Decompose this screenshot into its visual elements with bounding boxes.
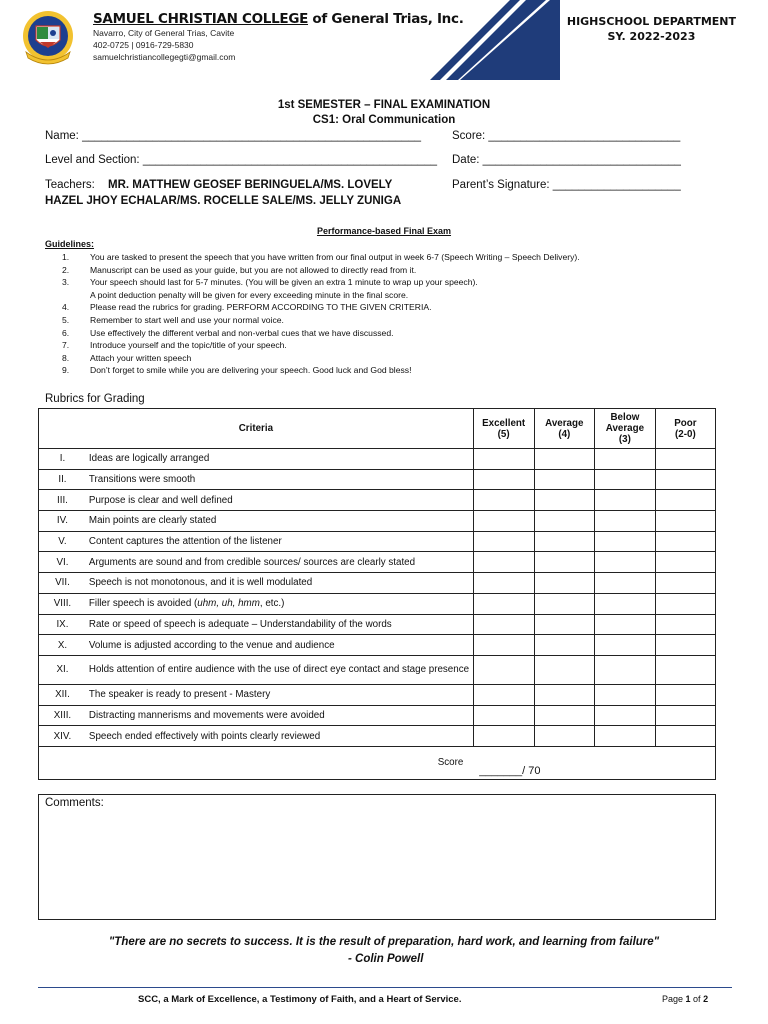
rating-cell-poor[interactable]	[655, 469, 715, 490]
criterion-number: VII.	[39, 573, 86, 594]
rating-cell-excellent[interactable]	[473, 511, 534, 532]
rubric-row	[39, 531, 716, 552]
guideline-number	[62, 290, 90, 300]
rating-cell-average[interactable]	[534, 469, 595, 490]
rubric-row	[39, 469, 716, 490]
rating-cell-below-average[interactable]	[595, 531, 656, 552]
rating-cell-average[interactable]	[534, 511, 595, 532]
rating-cell-below-average[interactable]	[595, 490, 656, 511]
criterion-text: Rate or speed of speech is adequate – Understandability of the words	[86, 614, 473, 635]
rating-cell-excellent[interactable]	[473, 614, 534, 635]
rating-cell-excellent[interactable]	[473, 635, 534, 656]
rubrics-title: Rubrics for Grading	[45, 393, 145, 405]
level-section-field[interactable]: Level and Section: ______________________________________________	[45, 154, 438, 166]
criteria-header: Criteria	[39, 409, 474, 449]
rating-cell-average[interactable]	[534, 635, 595, 656]
rating-cell-average[interactable]	[534, 593, 595, 614]
school-name	[93, 11, 464, 27]
guideline-text: Remember to start well and use your normal voice.	[90, 315, 284, 325]
criterion-text: Purpose is clear and well defined	[86, 490, 473, 511]
criterion-number: VIII.	[39, 593, 86, 614]
guideline-item	[62, 277, 478, 287]
guideline-item	[62, 365, 411, 375]
parent-signature-field[interactable]: Parent’s Signature: ____________________	[452, 179, 681, 191]
guideline-text: Manuscript can be used as your guide, but you are not allowed to directly read from it.	[90, 264, 417, 275]
rating-cell-excellent[interactable]	[473, 552, 534, 573]
teachers-label: Teachers:	[45, 179, 95, 191]
rubric-body	[39, 449, 716, 747]
rating-cell-poor[interactable]	[655, 573, 715, 594]
rating-cell-average[interactable]	[534, 552, 595, 573]
guideline-text: Your speech should last for 5-7 minutes. (You will be given an extra 1 minute to wrap up your speech).	[90, 277, 478, 288]
rating-cell-poor[interactable]	[655, 593, 715, 614]
school-seal-logo	[22, 8, 74, 68]
criterion-number: III.	[39, 490, 86, 511]
quote: "There are no secrets to success. It is the result of preparation, hard work, and learning from failure"	[108, 936, 660, 948]
rubric-row	[39, 552, 716, 573]
exam-title: 1st SEMESTER – FINAL EXAMINATION	[277, 99, 491, 111]
criterion-text: Distracting mannerisms and movements were avoided	[86, 705, 473, 726]
exam-subject: CS1: Oral Communication	[312, 114, 456, 126]
criterion-text: Arguments are sound and from credible sources/ sources are clearly stated	[86, 552, 473, 573]
letterhead	[0, 0, 768, 88]
rubric-row	[39, 490, 716, 511]
guideline-number: 1.	[62, 252, 70, 262]
rating-cell-average[interactable]	[534, 449, 595, 470]
guideline-number: 8.	[62, 352, 70, 363]
rating-cell-below-average[interactable]	[595, 552, 656, 573]
rating-cell-poor[interactable]	[655, 490, 715, 511]
comments-label: Comments:	[45, 797, 104, 809]
performance-exam-title: Performance-based Final Exam	[316, 226, 452, 236]
footer-motto: SCC, a Mark of Excellence, a Testimony of Faith, and a Heart of Service.	[138, 994, 462, 1005]
guideline-number: 9.	[62, 365, 70, 376]
criterion-number: XIII.	[39, 705, 86, 726]
department-name: HIGHSCHOOL DEPARTMENT	[566, 15, 736, 28]
score-label: Score	[39, 746, 474, 779]
rating-cell-poor[interactable]	[655, 449, 715, 470]
criterion-text: Holds attention of entire audience with the use of direct eye contact and stage presence	[86, 655, 473, 684]
guideline-number: 2.	[62, 264, 70, 275]
criterion-number: I.	[39, 449, 86, 470]
guideline-item	[62, 302, 431, 312]
rating-cell-poor[interactable]	[655, 511, 715, 532]
rating-cell-poor[interactable]	[655, 614, 715, 635]
rubric-row	[39, 614, 716, 635]
rating-cell-poor[interactable]	[655, 726, 715, 747]
rubric-header-row	[39, 409, 716, 449]
score-row	[39, 746, 716, 779]
teachers-names-line1: MR. MATTHEW GEOSEF BERINGUELA/MS. LOVELY	[108, 179, 393, 191]
criterion-text: Ideas are logically arranged	[86, 449, 473, 470]
rating-cell-poor[interactable]	[655, 552, 715, 573]
criterion-number: V.	[39, 531, 86, 552]
criterion-number: XI.	[39, 655, 86, 684]
criterion-number: II.	[39, 469, 86, 490]
poor-header: Poor (2-0)	[655, 409, 715, 449]
rating-cell-average[interactable]	[534, 684, 595, 705]
guideline-text: You are tasked to present the speech that you have written from our final output in week 6-7 (Speech Writing – Speech Delivery).	[90, 252, 580, 262]
guideline-item	[62, 340, 287, 350]
rating-cell-below-average[interactable]	[595, 593, 656, 614]
rating-cell-excellent[interactable]	[473, 469, 534, 490]
excellent-header: Excellent (5)	[473, 409, 534, 449]
criterion-text: Speech is not monotonous, and it is well modulated	[86, 573, 473, 594]
rating-cell-poor[interactable]	[655, 655, 715, 684]
guideline-text: Don’t forget to smile while you are delivering your speech. Good luck and God bless!	[90, 365, 412, 376]
criterion-text: Content captures the attention of the listener	[86, 531, 473, 552]
guideline-item	[62, 328, 394, 338]
rating-cell-excellent[interactable]	[473, 655, 534, 684]
criterion-number: VI.	[39, 552, 86, 573]
below-average-header: Below Average (3)	[595, 409, 656, 449]
rating-cell-poor[interactable]	[655, 635, 715, 656]
guideline-text: Attach your written speech	[90, 352, 192, 363]
rubric-row	[39, 635, 716, 656]
rating-cell-excellent[interactable]	[473, 726, 534, 747]
criterion-text: The speaker is ready to present - Mastery	[86, 684, 473, 705]
rating-cell-below-average[interactable]	[595, 705, 656, 726]
criterion-number: IV.	[39, 511, 86, 532]
rubric-row	[39, 705, 716, 726]
quote-author: - Colin Powell	[348, 953, 424, 965]
rating-cell-average[interactable]	[534, 705, 595, 726]
rubric-row	[39, 726, 716, 747]
rating-cell-below-average[interactable]	[595, 684, 656, 705]
rating-cell-below-average[interactable]	[595, 449, 656, 470]
rubric-row	[39, 655, 716, 684]
score-field[interactable]: Score: ______________________________	[452, 130, 681, 142]
average-header: Average (4)	[534, 409, 595, 449]
guideline-number: 6.	[62, 327, 70, 338]
guideline-item	[62, 265, 416, 275]
rating-cell-average[interactable]	[534, 655, 595, 684]
name-field[interactable]: Name: _____________________________________________________	[45, 130, 422, 142]
rating-cell-excellent[interactable]	[473, 705, 534, 726]
school-year: SY. 2022-2023	[607, 30, 696, 43]
rating-cell-average[interactable]	[534, 573, 595, 594]
rating-cell-below-average[interactable]	[595, 635, 656, 656]
guideline-item	[62, 315, 284, 325]
criterion-text: Volume is adjusted according to the venue and audience	[86, 635, 473, 656]
rating-cell-excellent[interactable]	[473, 593, 534, 614]
criterion-text: Filler speech is avoided (uhm, uh, hmm, etc.)	[86, 593, 473, 614]
rating-cell-below-average[interactable]	[595, 573, 656, 594]
rubric-row	[39, 449, 716, 470]
school-name-suffix: of General Trias, Inc.	[308, 11, 464, 27]
guidelines-title: Guidelines:	[45, 239, 95, 249]
guideline-item	[62, 353, 191, 363]
rubric-table	[38, 408, 716, 780]
criterion-text: Main points are clearly stated	[86, 511, 473, 532]
rating-cell-excellent[interactable]	[473, 531, 534, 552]
criterion-number: XII.	[39, 684, 86, 705]
rating-cell-poor[interactable]	[655, 705, 715, 726]
criterion-number: XIV.	[39, 726, 86, 747]
page-number: Page 1 of 2	[662, 994, 709, 1004]
guideline-item	[62, 252, 580, 262]
guideline-text: Use effectively the different verbal and non-verbal cues that we have discussed.	[90, 327, 394, 338]
rating-cell-excellent[interactable]	[473, 573, 534, 594]
rubric-row	[39, 511, 716, 532]
comments-box[interactable]	[38, 794, 716, 920]
criterion-text: Speech ended effectively with points clearly reviewed	[86, 726, 473, 747]
guideline-text: Introduce yourself and the topic/title of your speech.	[90, 340, 287, 351]
rating-cell-average[interactable]	[534, 726, 595, 747]
date-field[interactable]: Date: _______________________________	[452, 154, 681, 166]
rating-cell-below-average[interactable]	[595, 469, 656, 490]
rating-cell-average[interactable]	[534, 614, 595, 635]
criterion-text: Transitions were smooth	[86, 469, 473, 490]
rating-cell-average[interactable]	[534, 490, 595, 511]
department-block	[567, 14, 736, 44]
score-total[interactable]: _______/ 70	[473, 746, 715, 779]
guideline-text: A point deduction penalty will be given for every exceeding minute in the final score.	[90, 289, 409, 300]
guideline-item	[62, 290, 408, 300]
rating-cell-poor[interactable]	[655, 531, 715, 552]
rating-cell-average[interactable]	[534, 531, 595, 552]
rating-cell-below-average[interactable]	[595, 614, 656, 635]
rating-cell-excellent[interactable]	[473, 449, 534, 470]
rating-cell-below-average[interactable]	[595, 655, 656, 684]
guideline-number: 5.	[62, 315, 70, 325]
guideline-number: 3.	[62, 277, 70, 288]
school-address: Navarro, City of General Trias, Cavite	[93, 28, 235, 38]
rating-cell-poor[interactable]	[655, 684, 715, 705]
guideline-number: 4.	[62, 302, 70, 313]
teachers-names-line2: HAZEL JHOY ECHALAR/MS. ROCELLE SALE/MS. JELLY ZUNIGA	[45, 195, 402, 207]
rating-cell-below-average[interactable]	[595, 511, 656, 532]
school-email: samuelchristiancollegegti@gmail.com	[93, 52, 236, 62]
school-name-main: SAMUEL CHRISTIAN COLLEGE	[93, 11, 309, 27]
rubric-row	[39, 684, 716, 705]
school-phone: 402-0725 | 0916-729-5830	[93, 40, 194, 50]
rating-cell-excellent[interactable]	[473, 684, 534, 705]
criterion-number: X.	[39, 635, 86, 656]
rubric-row	[39, 593, 716, 614]
guideline-number: 7.	[62, 340, 70, 351]
footer-divider	[38, 987, 732, 988]
criterion-number: IX.	[39, 614, 86, 635]
rubric-row	[39, 573, 716, 594]
rating-cell-excellent[interactable]	[473, 490, 534, 511]
guideline-text: Please read the rubrics for grading. PERFORM ACCORDING TO THE GIVEN CRITERIA.	[90, 302, 432, 313]
rating-cell-below-average[interactable]	[595, 726, 656, 747]
